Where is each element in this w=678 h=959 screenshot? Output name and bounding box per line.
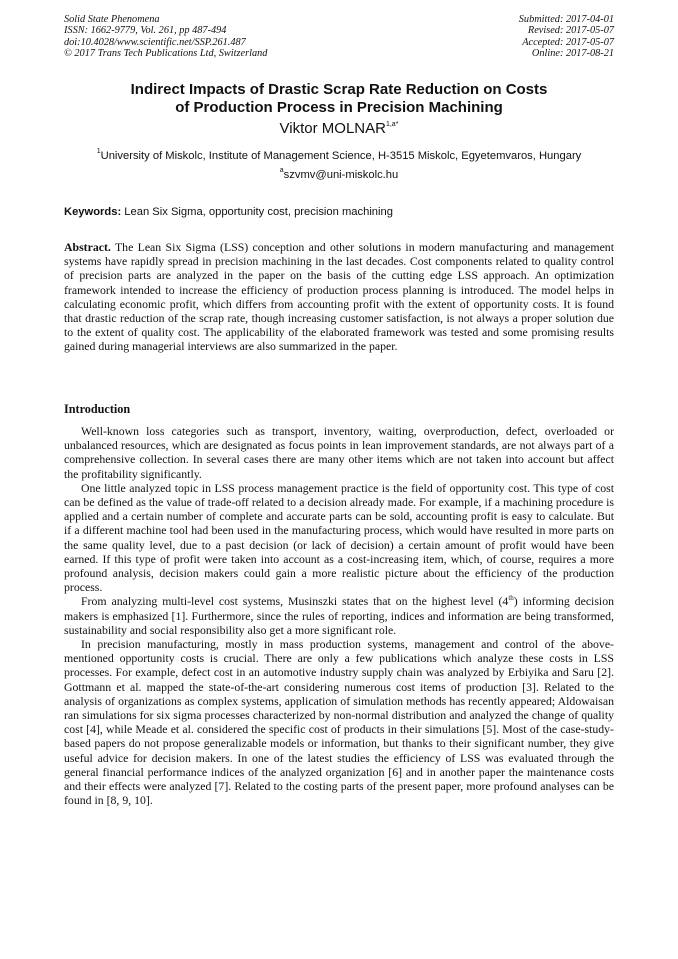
affiliation-superscript: 1 bbox=[96, 148, 101, 156]
keywords-label: Keywords: bbox=[64, 206, 122, 218]
affiliation-text: University of Miskolc, Institute of Management Science, H-3515 Miskolc, Egyetemvaros, Hungary bbox=[100, 150, 582, 162]
keywords-text: Lean Six Sigma, opportunity cost, precision machining bbox=[121, 206, 393, 218]
copyright-line: © 2017 Trans Tech Publications Ltd, Switzerland bbox=[64, 47, 268, 59]
intro-paragraph-1: Well-known loss categories such as transport, inventory, waiting, overproduction, defect, overloaded or unbalanced resources, which are designated as focus points in lean improvement standards, are not always part of a comprehensive collection. In several cases there are many other items which are not taken into account but affect the profitability significantly. bbox=[64, 424, 614, 481]
submission-dates bbox=[519, 14, 614, 59]
keywords bbox=[64, 205, 614, 219]
title-line-1: Indirect Impacts of Drastic Scrap Rate Reduction on Costs bbox=[130, 81, 548, 98]
email-text: szvmv@uni-miskolc.hu bbox=[283, 169, 399, 181]
intro-p3-text-before: From analyzing multi-level cost systems, Musinszki states that on the highest level (4 bbox=[81, 594, 509, 609]
submitted-date: Submitted: 2017-04-01 bbox=[518, 14, 614, 25]
affiliation bbox=[64, 149, 614, 163]
author-line bbox=[64, 120, 614, 138]
abstract bbox=[64, 240, 614, 354]
email-superscript: a bbox=[279, 167, 284, 175]
issn-line: ISSN: 1662-9779, Vol. 261, pp 487-494 bbox=[64, 25, 227, 37]
abstract-text: The Lean Six Sigma (LSS) conception and other solutions in modern manufacturing and management systems have rapidly spread in precision machining in the last decades. Cost components related to quality control of precision parts are analyzed in the paper on the basis of the cutting edge LSS approach. An optimization framework intended to increase the efficiency of production process planning is introduced. The model helps in calculating economic profit, which differs from accounting profit with the extent of opportunity costs. It is found that drastic reduction of the scrap rate, though increasing customer satisfaction, is not always a proper solution due to the extent of quality cost. The applicability of the elaborated framework was tested and some promising results gained during managerial interviews are also summarized in the paper. bbox=[64, 240, 614, 354]
intro-p3-superscript: th bbox=[508, 593, 514, 602]
intro-paragraph-3 bbox=[64, 594, 614, 637]
abstract-label: Abstract. bbox=[64, 240, 111, 254]
title-line-2: of Production Process in Precision Machining bbox=[175, 99, 503, 116]
introduction-body bbox=[64, 424, 614, 807]
intro-paragraph-2: One little analyzed topic in LSS process management practice is the field of opportunity cost. This type of cost can be defined as the value of trade-off related to a decision already made. For example, if a machining procedure is applied and a certain number of complete and accurate parts can be sold, accounting profit is easy to calculate. But if a different machine tool had been used in the manufacturing process, which would have resulted in more parts on the same quality level, due to a past decision (or lack of decision) a certain amount of profit would have been earned. If this type of profit were taken into account as a cost-increasing item, which, of course, requires a more profound analysis, decision makers could gain a more realistic picture about the efficiency of the production process. bbox=[64, 480, 614, 595]
journal-name: Solid State Phenomena bbox=[64, 14, 160, 25]
author-superscript: 1,a* bbox=[385, 121, 399, 128]
journal-info bbox=[64, 14, 267, 59]
author-email bbox=[64, 168, 614, 182]
doi-line: doi:10.4028/www.scientific.net/SSP.261.487 bbox=[64, 36, 246, 48]
accepted-date: Accepted: 2017-05-07 bbox=[522, 36, 614, 48]
introduction-heading: Introduction bbox=[64, 402, 131, 416]
intro-paragraph-4: In precision manufacturing, mostly in mass production systems, management and control of the above-mentioned opportunity costs is crucial. There are only a few publications which analyze these costs in LSS processes. For example, defect cost in an automotive industry supply chain was analyzed by Erbiyika and Saru [2]. Gottmann et al. mapped the state-of-the-art considering numerous cost items of production [3]. Related to the analysis of organizations as complex systems, application of simulation methods has recently appeared; Aldowaisan ran simulations for six sigma processes characterized by non-normal distribution and analyzed the change of quality cost [4], while Meade et al. considered the specific cost of products in their simulations [5]. Most of the case-study-based papers do not propose generalizable models or information, but thanks to their significant number, they give useful advice for decision makers. In one of the latest studies the efficiency of LSS was evaluated through the general financial performance indices of the analyzed organization [6] and in another paper the maintenance costs and their effects were analyzed [7]. Related to the costing parts of the present paper, more profound analyses can be found in [8, 9, 10]. bbox=[64, 637, 614, 808]
paper-title bbox=[64, 81, 614, 117]
intro-p3-text-after: ) informing decision makers is emphasized [1]. Furthermore, since the rules of reporting, indices and information are being transformed, sustainability and social responsibility also get a more significant role. bbox=[64, 594, 614, 637]
revised-date: Revised: 2017-05-07 bbox=[527, 25, 614, 37]
online-date: Online: 2017-08-21 bbox=[531, 47, 614, 59]
author-name: Viktor MOLNAR bbox=[279, 120, 386, 137]
